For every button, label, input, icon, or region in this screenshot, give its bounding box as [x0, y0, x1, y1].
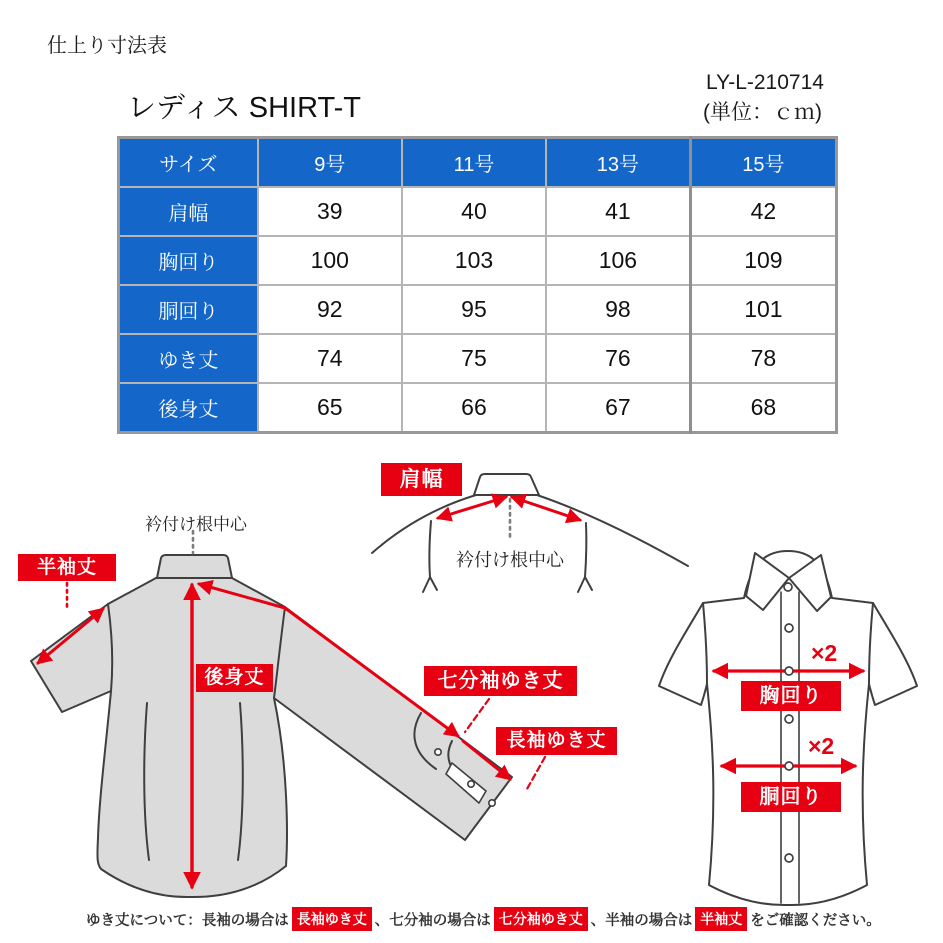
long-sleeve-leader [527, 757, 545, 789]
value-cell: 42 [690, 187, 836, 236]
page-title: 仕上り寸法表 [47, 35, 167, 57]
back-shirt-body [31, 578, 512, 897]
back-length-badge: 後身丈 [196, 664, 273, 692]
header-cell: 15号 [690, 138, 836, 188]
waist-multiplier: ×2 [808, 733, 835, 759]
row-label-cell: ゆき丈 [119, 334, 258, 383]
header-cell: 9号 [258, 138, 402, 188]
value-cell: 66 [402, 383, 546, 433]
header-cell: サイズ [119, 138, 258, 188]
footer-note [86, 907, 881, 931]
shoulder-width-badge: 肩幅 [381, 463, 462, 496]
front-shirt-body [659, 551, 917, 905]
shoulder-collar-note: 衿付け根中心 [456, 550, 564, 570]
value-cell: 103 [402, 236, 546, 285]
size-table-header-row [119, 138, 837, 188]
value-cell: 40 [402, 187, 546, 236]
value-cell: 39 [258, 187, 402, 236]
long-sleeve-badge: 長袖ゆき丈 [496, 727, 617, 755]
table-row [119, 187, 837, 236]
footer-note-mid1: 、七分袖の場合は [374, 912, 491, 929]
table-row [119, 285, 837, 334]
value-cell: 76 [546, 334, 690, 383]
footer-note-suffix: をご確認ください。 [750, 912, 881, 929]
product-code: LY-L-210714 [706, 71, 824, 94]
size-table [117, 136, 838, 434]
back-view-shirt-graphic [31, 555, 512, 897]
value-cell: 78 [690, 334, 836, 383]
row-label-cell: 胴回り [119, 285, 258, 334]
chest-badge: 胸回り [741, 681, 841, 711]
row-label-cell: 肩幅 [119, 187, 258, 236]
three-quarter-leader [465, 699, 489, 732]
shoulder-view-collar [474, 474, 539, 495]
footer-long-sleeve-badge: 長袖ゆき丈 [292, 907, 372, 931]
value-cell: 106 [546, 236, 690, 285]
value-cell: 100 [258, 236, 402, 285]
value-cell: 67 [546, 383, 690, 433]
product-name: レディス SHIRT-T [127, 92, 361, 124]
three-quarter-sleeve-badge: 七分袖ゆき丈 [424, 666, 577, 696]
value-cell: 68 [690, 383, 836, 433]
value-cell: 65 [258, 383, 402, 433]
waist-badge: 胴回り [741, 782, 841, 812]
value-cell: 74 [258, 334, 402, 383]
row-label-cell: 後身丈 [119, 383, 258, 433]
value-cell: 75 [402, 334, 546, 383]
footer-short-sleeve-badge: 半袖丈 [695, 907, 747, 931]
value-cell: 92 [258, 285, 402, 334]
header-cell: 11号 [402, 138, 546, 188]
chest-multiplier: ×2 [811, 640, 838, 666]
table-row [119, 383, 837, 433]
footer-note-prefix: ゆき丈について：長袖の場合は [86, 912, 289, 929]
footer-three-quarter-badge: 七分袖ゆき丈 [494, 907, 588, 931]
table-row [119, 236, 837, 285]
value-cell: 41 [546, 187, 690, 236]
value-cell: 101 [690, 285, 836, 334]
header-cell: 13号 [546, 138, 690, 188]
value-cell: 98 [546, 285, 690, 334]
value-cell: 109 [690, 236, 836, 285]
short-sleeve-badge: 半袖丈 [18, 554, 116, 581]
value-cell: 95 [402, 285, 546, 334]
front-view-shirt-graphic [659, 551, 917, 905]
back-collar-note: 衿付け根中心 [145, 515, 247, 534]
row-label-cell: 胸回り [119, 236, 258, 285]
unit-note: (単位：ｃｍ) [703, 101, 822, 124]
table-row [119, 334, 837, 383]
footer-note-mid2: 、半袖の場合は [590, 912, 693, 929]
back-shirt-collar [157, 555, 232, 578]
